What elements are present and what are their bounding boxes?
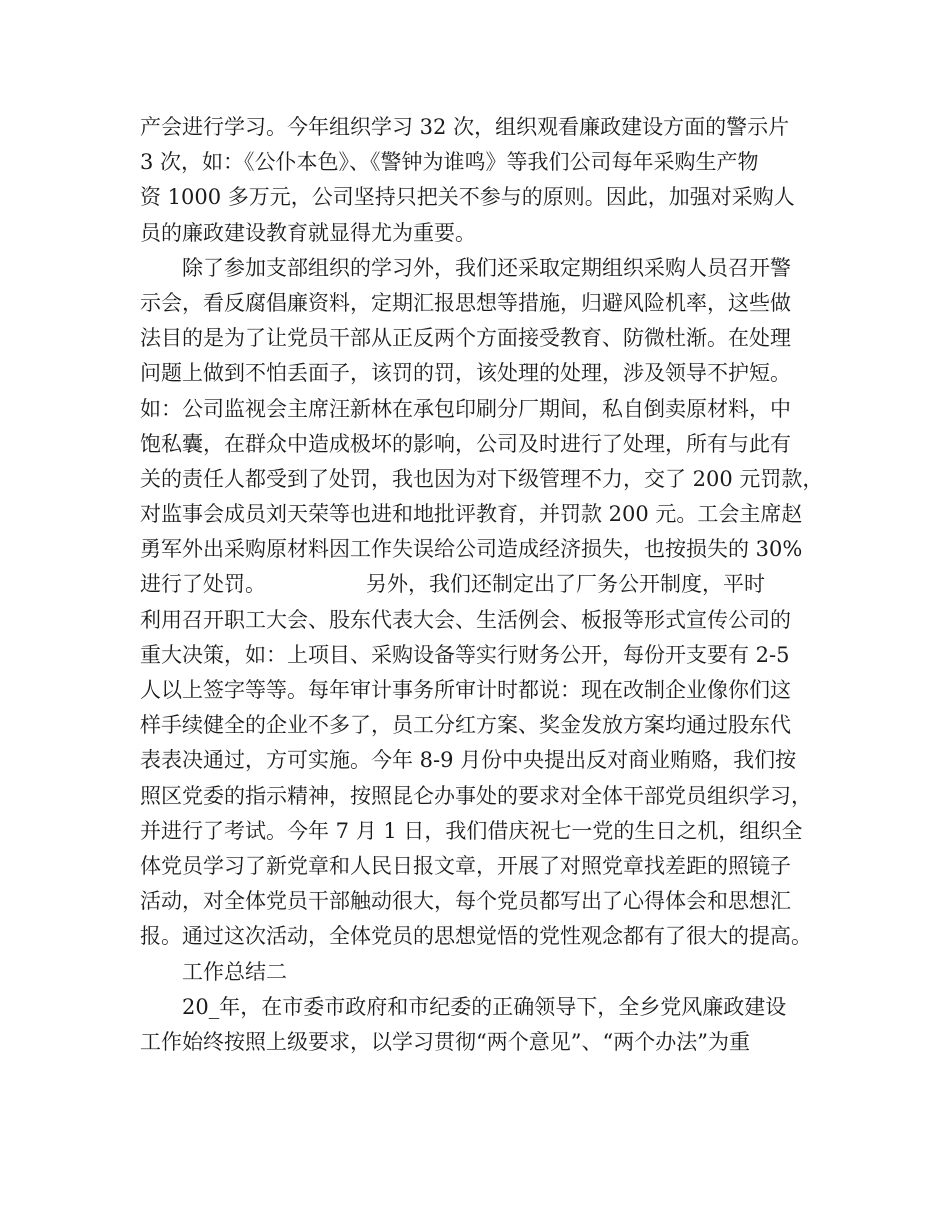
text-line-21: 并进行了考试。今年 7 月 1 日，我们借庆祝七一党的生日之机，组织全 (140, 818, 803, 843)
text-line-14-left: 进行了处罚。 (140, 572, 266, 597)
text-line-16: 重大决策，如：上项目、采购设备等实行财务公开，每份开支要有 2-5 (140, 642, 790, 667)
text-line-3: 资 1000 多万元，公司坚持只把关不参与的原则。因此，加强对采购人 (140, 185, 795, 210)
text-line-7: 法目的是为了让党员干部从正反两个方面接受教育、防微杜渐。在处理 (140, 326, 791, 351)
paragraph-start-line: 除了参加支部组织的学习外，我们还采取定期组织采购人员召开警 (182, 255, 791, 280)
text-line-8: 问题上做到不怕丢面子，该罚的罚，该处理的处理，涉及领导不护短。 (140, 361, 791, 386)
text-line-15: 利用召开职工大会、股东代表大会、生活例会、板报等形式宣传公司的 (140, 607, 791, 632)
text-line-13: 勇军外出采购原材料因工作失误给公司造成经济损失，也按损失的 30% (140, 537, 803, 562)
text-line-12: 对监事会成员刘天荣等也进和地批评教育，并罚款 200 元。工会主席赵 (140, 502, 803, 527)
document-body (140, 110, 824, 1060)
text-line-6: 示会，看反腐倡廉资料，定期汇报思想等措施，归避风险机率，这些做 (140, 290, 791, 315)
text-line-18: 样手续健全的企业不多了，员工分红方案、奖金发放方案均通过股东代 (140, 713, 791, 738)
text-line-23: 活动，对全体党员干部触动很大，每个党员都写出了心得体会和思想汇 (140, 889, 791, 914)
paragraph-start-line-2: 20_年，在市委市政府和市纪委的正确领导下，全乡党风廉政建设 (182, 994, 787, 1019)
text-line-11: 关的责任人都受到了处罚，我也因为对下级管理不力，交了 200 元罚款， (140, 466, 824, 491)
text-line-27: 工作始终按照上级要求，以学习贯彻“两个意见”、“两个办法”为重 (140, 1029, 750, 1054)
text-line-4: 员的廉政建设教育就显得尤为重要。 (140, 220, 476, 245)
text-line-19: 表表决通过，方可实施。今年 8-9 月份中央提出反对商业贿赂，我们按 (140, 748, 797, 773)
text-line-10: 饱私囊，在群众中造成极坏的影响，公司及时进行了处理，所有与此有 (140, 431, 791, 456)
text-line-20: 照区党委的指示精神，按照昆仑办事处的要求对全体干部党员组织学习， (140, 783, 812, 808)
text-line-14 (140, 567, 818, 602)
text-line-2: 3 次，如：《公仆本色》、《警钟为谁鸣》等我们公司每年采购生产物 (140, 150, 759, 175)
section-heading: 工作总结二 (182, 959, 287, 984)
text-line-9: 如：公司监视会主席汪新林在承包印刷分厂期间，私自倒卖原材料，中 (140, 396, 791, 421)
text-line-24: 报。通过这次活动，全体党员的思想觉悟的党性观念都有了很大的提高。 (140, 924, 812, 949)
text-line-22: 体党员学习了新党章和人民日报文章，开展了对照党章找差距的照镜子 (140, 853, 791, 878)
text-line-1: 产会进行学习。今年组织学习 32 次，组织观看廉政建设方面的警示片 (140, 115, 790, 139)
text-line-14-right: 另外，我们还制定出了厂务公开制度，平时 (366, 572, 765, 597)
text-line-17: 人以上签字等等。每年审计事务所审计时都说：现在改制企业像你们这 (140, 678, 791, 702)
